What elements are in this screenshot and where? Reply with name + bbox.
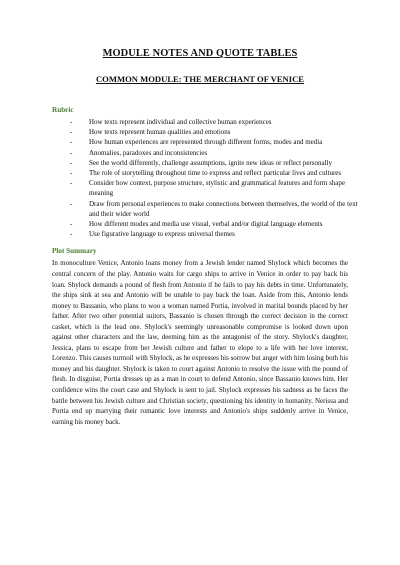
rubric-item: - The role of storytelling throughout time to express and reflect particular lives and cultures <box>70 168 359 178</box>
rubric-item: - How texts represent individual and collective human experiences <box>70 117 359 127</box>
rubric-list <box>52 117 358 239</box>
plot-summary-text: In monoculture Venice, Antonio loans money from a Jewish lender named Shylock which becomes the central concern of the play. Antonio waits for cargo ships to arrive in Venice in order to pay back his loan. Shylock demands a pound of flesh from Antonio if he fails to pay his debts in time. Unfortunately, the ships sink at sea and Antonio will be unable to pay back the loan. Aside from this, Antonio lends money to Bassanio, who plans to woo a woman named Portia, involved in marital bounds placed by her father. After two other potential suitors, Bassanio is chosen through the correct decision in the correct casket, which is the lead one. Shylock's seemingly unreasonable compromise is looked down upon against other characters and the law, deeming him as the antagonist of the story. Shylock's daughter, Jessica, plans to escape from her Jewish culture and father to elope to a life with her love interest, Lorenzo. This causes turmoil with Shylock, as he expresses his sorrow but anger with him losing both his money and his daughter. Shylock is taken to court against Antonio to resolve the issue with the pound of flesh. In disguise, Portia dresses up as a man in court to defend Antonio, since Bassanio knows him. Her confidence wins the court case and Shylock is sent to jail. Shylock expresses his sadness as he faces the battle between his Jewish culture and Christian society, questioning his identity in humanity. Nerissa and Portia end up marrying their romantic love interests and Antonio's ships suddenly arrive in Venice, earning his money back. <box>52 259 348 426</box>
rubric-item: - Use figurative language to express universal themes <box>70 229 359 239</box>
rubric-item: - Consider how context, purpose structure, stylistic and grammatical features and form shape meaning <box>70 178 359 198</box>
rubric-item: - How different modes and media use visual, verbal and/or digital language elements <box>70 219 359 229</box>
document-title: MODULE NOTES AND QUOTE TABLES <box>102 48 298 59</box>
rubric-item: - Anomalies, paradoxes and inconsistencies <box>70 148 359 158</box>
rubric-item: - How human experiences are represented through different forms, modes and media <box>70 137 359 147</box>
document-subtitle: COMMON MODULE: THE MERCHANT OF VENICE <box>95 74 305 84</box>
plot-summary-heading: Plot Summary <box>52 247 97 256</box>
rubric-heading: Rubric <box>52 106 74 114</box>
rubric-item: - See the world differently, challenge assumptions, ignite new ideas or reflect personally <box>70 158 359 168</box>
rubric-item: - How texts represent human qualities and emotions <box>70 127 359 137</box>
rubric-item: - Draw from personal experiences to make connections between themselves, the world of the text and their wider world <box>70 199 359 219</box>
